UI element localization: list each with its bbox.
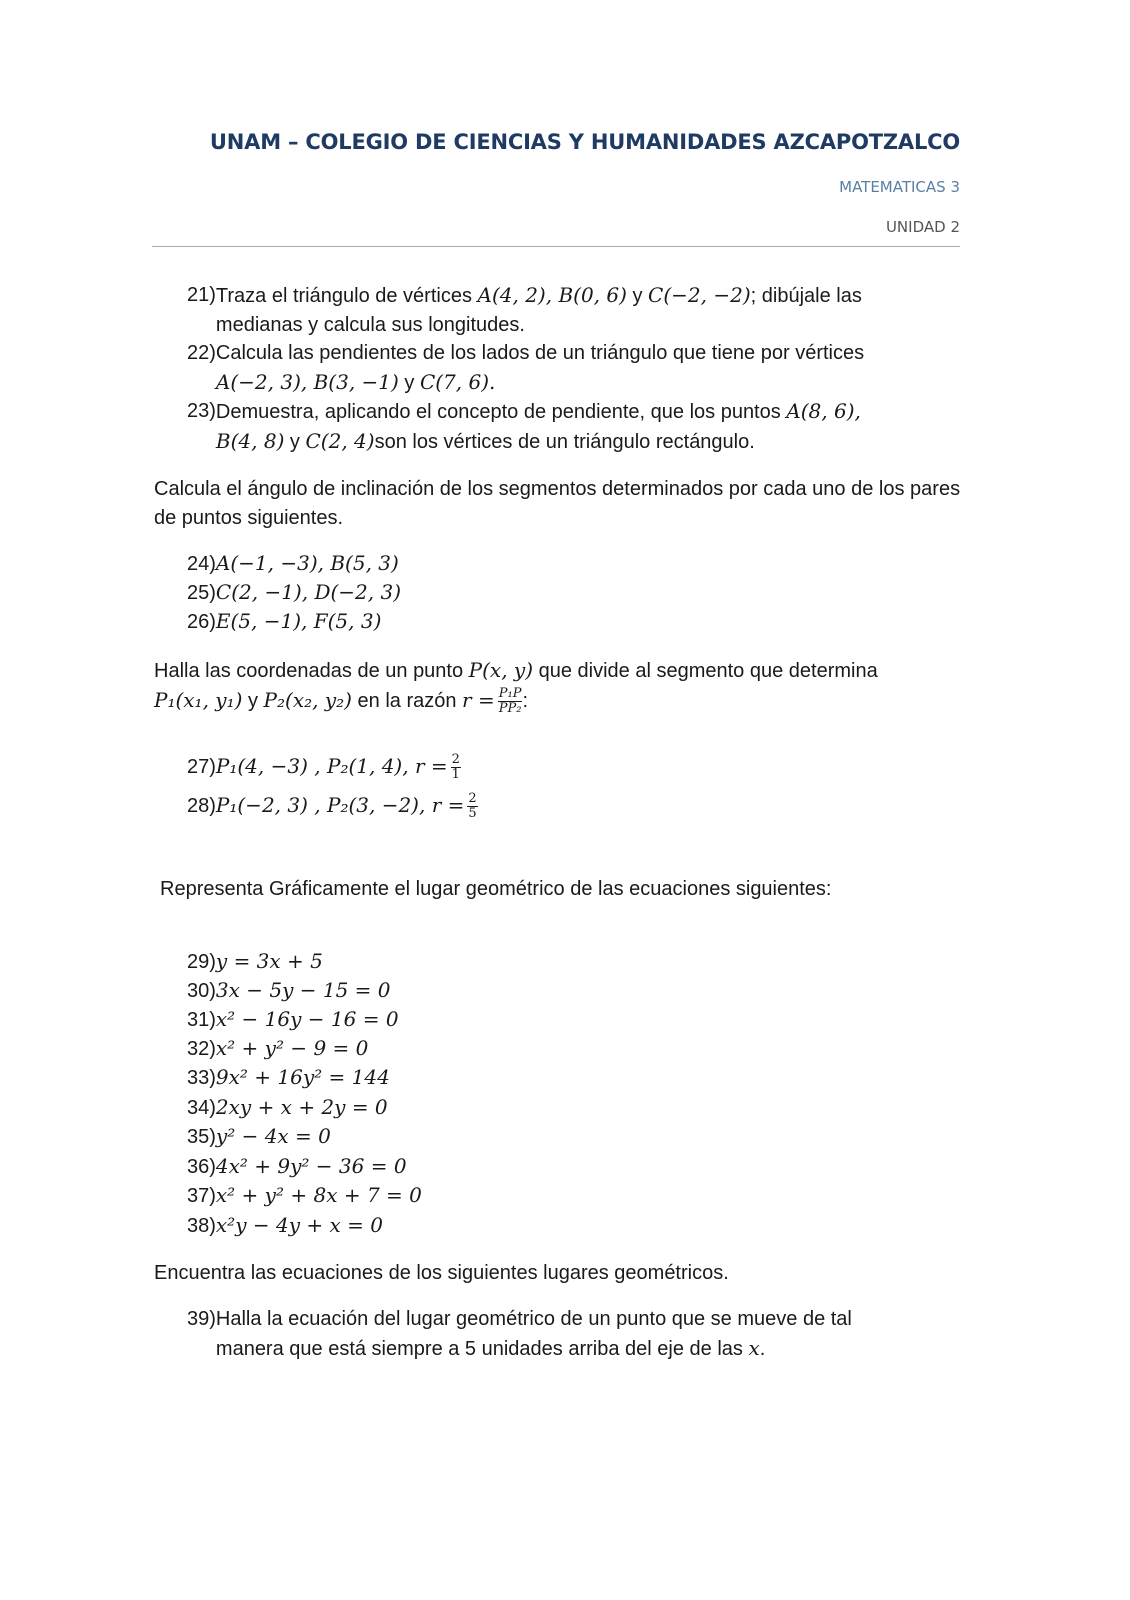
math-expr: C(7, 6). <box>419 370 496 394</box>
math-expr: P₁(−2, 3) , P₂(3, −2), r = <box>215 793 465 817</box>
ratio-fraction <box>467 792 477 821</box>
math-expr: A(−1, −3), B(5, 3) <box>215 551 399 575</box>
inclination-instructions: Calcula el ángulo de inclinación de los segmentos determinados por cada uno de los pares de puntos siguientes. <box>154 478 961 529</box>
exercise-39 <box>187 1305 957 1364</box>
math-expr: x²y − 4y + x = 0 <box>215 1213 383 1237</box>
exercise-number: 33) <box>187 1067 216 1089</box>
text-run: en la razón <box>351 690 463 712</box>
exercise-28 <box>187 791 478 821</box>
exercise-21 <box>187 281 967 340</box>
text-run: Halla las coordenadas de un punto <box>154 660 469 682</box>
exercise-number: 34) <box>187 1097 216 1119</box>
text-run: y <box>242 690 264 712</box>
unit-label: UNIDAD 2 <box>885 218 960 236</box>
math-expr: C(−2, −2) <box>648 283 751 307</box>
exercise-number: 23) <box>187 400 216 422</box>
exercise-34 <box>187 1093 388 1123</box>
fraction-numerator: 2 <box>451 752 460 768</box>
exercise-24 <box>187 549 399 579</box>
math-expr: B(4, 8) <box>215 429 285 453</box>
math-expr: 3x − 5y − 15 = 0 <box>215 978 391 1002</box>
exercise-text <box>216 397 967 457</box>
math-expr: C(2, −1), D(−2, 3) <box>215 580 402 604</box>
exercise-number: 37) <box>187 1185 216 1207</box>
exercise-number: 31) <box>187 1009 216 1031</box>
exercise-number: 29) <box>187 951 216 973</box>
exercise-number: 35) <box>187 1126 216 1148</box>
text-run: que divide al segmento que determina <box>533 660 878 682</box>
exercise-31 <box>187 1005 399 1035</box>
text-run: . <box>759 1338 766 1360</box>
math-expr: 9x² + 16y² = 144 <box>215 1065 390 1089</box>
fraction-numerator: 2 <box>468 791 477 807</box>
math-expr: A(4, 2), B(0, 6) <box>477 283 627 307</box>
text-run: son los vértices de un triángulo rectángulo. <box>374 431 755 453</box>
loci-instructions: Encuentra las ecuaciones de los siguientes lugares geométricos. <box>154 1262 729 1284</box>
exercise-36 <box>187 1152 407 1182</box>
math-expr: x <box>748 1336 760 1360</box>
exercise-37 <box>187 1181 422 1211</box>
math-expr: E(5, −1), F(5, 3) <box>215 609 382 633</box>
math-expr: A(8, 6), <box>786 399 861 423</box>
exercise-number: 24) <box>187 553 216 575</box>
exercise-number: 26) <box>187 611 216 633</box>
text-run: : <box>522 690 529 712</box>
math-expr: P₁(x₁, y₁) <box>154 688 243 712</box>
exercise-number: 38) <box>187 1215 216 1237</box>
exercise-33 <box>187 1063 390 1093</box>
text-run: manera que está siempre a 5 unidades arriba del eje de las <box>215 1338 749 1360</box>
exercise-text <box>216 281 967 340</box>
text-run: ; dibújale las <box>750 285 862 307</box>
ratio-fraction <box>498 687 523 716</box>
header-divider <box>152 246 960 247</box>
exercise-35 <box>187 1122 331 1152</box>
exercise-number: 30) <box>187 980 216 1002</box>
math-expr: x² + y² + 8x + 7 = 0 <box>215 1183 422 1207</box>
fraction-denominator: 1 <box>451 767 460 783</box>
graph-instructions: Representa Gráficamente el lugar geométrico de las ecuaciones siguientes: <box>160 878 832 900</box>
text-run: y <box>398 372 420 394</box>
fraction-denominator: 5 <box>468 806 477 822</box>
math-expr: x² + y² − 9 = 0 <box>215 1036 369 1060</box>
math-expr: y = 3x + 5 <box>215 949 323 973</box>
math-expr: C(2, 4) <box>305 429 375 453</box>
exercise-number: 32) <box>187 1038 216 1060</box>
exercise-number: 39) <box>187 1308 216 1330</box>
fraction-numerator: P₁P <box>498 686 522 702</box>
text-run: Demuestra, aplicando el concepto de pendiente, que los puntos <box>215 401 787 423</box>
exercise-30 <box>187 976 391 1006</box>
text-run: Traza el triángulo de vértices <box>215 285 478 307</box>
text-run: Calcula las pendientes de los lados de un triángulo que tiene por vértices <box>215 342 865 364</box>
exercise-number: 36) <box>187 1156 216 1178</box>
math-expr: A(−2, 3), B(3, −1) <box>215 370 399 394</box>
exercise-32 <box>187 1034 368 1064</box>
division-instructions <box>154 656 966 716</box>
exercise-38 <box>187 1211 383 1241</box>
exercise-27 <box>187 752 461 782</box>
text-run: medianas y calcula sus longitudes. <box>215 314 525 336</box>
exercise-29 <box>187 947 323 977</box>
math-expr: r = <box>462 688 495 712</box>
text-run: y <box>626 285 649 307</box>
exercise-number: 27) <box>187 756 216 778</box>
math-expr: P₁(4, −3) , P₂(1, 4), r = <box>215 754 448 778</box>
math-expr: P₂(x₂, y₂) <box>263 688 352 712</box>
math-expr: y² − 4x = 0 <box>215 1124 331 1148</box>
exercise-number: 22) <box>187 342 216 364</box>
document-header <box>152 130 960 236</box>
institution-title: UNAM – COLEGIO DE CIENCIAS Y HUMANIDADES AZCAPOTZALCO <box>209 130 960 154</box>
exercise-text <box>216 339 967 398</box>
math-expr: x² − 16y − 16 = 0 <box>215 1007 399 1031</box>
exercise-26 <box>187 607 381 637</box>
exercise-number: 25) <box>187 582 216 604</box>
math-expr: 4x² + 9y² − 36 = 0 <box>215 1154 407 1178</box>
exercise-22 <box>187 339 967 398</box>
exercise-25 <box>187 578 401 608</box>
fraction-denominator: PP₂ <box>498 701 522 717</box>
math-expr: P(x, y) <box>468 658 534 682</box>
ratio-fraction <box>451 753 461 782</box>
text-run: Halla la ecuación del lugar geométrico de un punto que se mueve de tal <box>215 1308 852 1330</box>
math-expr: 2xy + x + 2y = 0 <box>215 1095 388 1119</box>
exercise-23 <box>187 397 967 457</box>
exercise-number: 28) <box>187 795 216 817</box>
text-run: y <box>284 431 306 453</box>
exercise-number: 21) <box>187 284 216 306</box>
exercise-text <box>216 1305 957 1364</box>
subject-label: MATEMATICAS 3 <box>839 178 960 196</box>
